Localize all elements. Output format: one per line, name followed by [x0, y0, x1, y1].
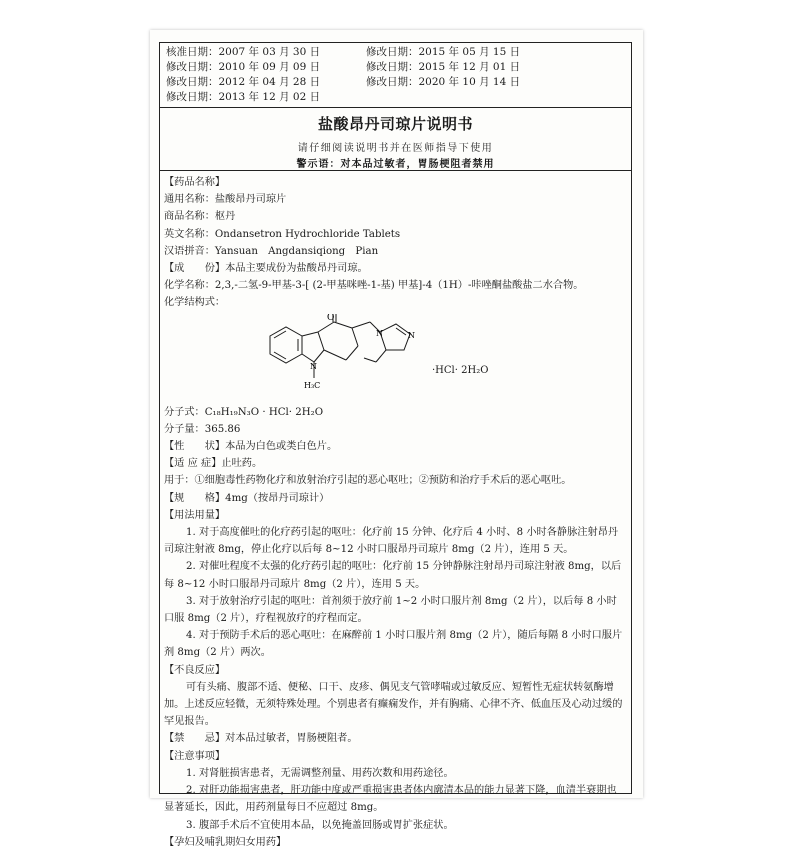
- leaflet-title: 盐酸昂丹司琼片说明书: [317, 115, 473, 133]
- nitrogen-atom: N: [376, 328, 383, 338]
- ingredients: 【成 份】本品主要成份为盐酸昂丹司琼。: [164, 263, 368, 275]
- pregnancy-heading: 【孕妇及哺乳期妇女用药】: [164, 836, 287, 848]
- date-right: 修改日期：2015 年 12 月 01 日: [366, 61, 521, 73]
- indications-heading: 【适 应 症】止吐药。: [164, 458, 263, 470]
- warning-text: 警示语：对本品过敏者，胃肠梗阻者禁用: [296, 159, 495, 170]
- leaflet-sheet: [150, 30, 643, 848]
- oxygen-atom: O: [327, 313, 335, 323]
- dosage-item: 3. 对于放射治疗引起的呕吐：首剂须于放疗前 1~2 小时口服片剂 8mg（2 片），以后每 8 小时口服 8mg（2 片），疗程视放疗的疗程而定。: [164, 595, 617, 625]
- dosage-item: 2. 对催吐程度不太强的化疗药引起的呕吐：化疗前 15 分钟静脉注射昂丹司琼注射液 8mg，以后每 8~12 小时口服昂丹司琼片 8mg（2 片），连用 5 天。: [164, 561, 622, 590]
- date-right: 修改日期：2020 年 10 月 14 日: [366, 76, 521, 88]
- date-row: [166, 90, 520, 105]
- leaflet-frame: [159, 42, 632, 848]
- chemical-name: 化学名称：2,3,-二氢-9-甲基-3-[ (2-甲基咪唑-1-基) 甲基]-4（1H）-咔唑酮盐酸盐二水合物。: [164, 280, 584, 292]
- molecular-formula: 分子式：C₁₈H₁₉N₃O · HCl· 2H₂O: [164, 406, 324, 418]
- nitrogen-atom: N: [310, 361, 317, 371]
- section-heading-drug-name: 【药品名称】: [164, 177, 226, 188]
- adverse-heading: 【不良反应】: [164, 664, 226, 676]
- date-left: 核准日期：2007 年 03 月 30 日: [166, 46, 321, 58]
- date-row: [166, 45, 520, 60]
- trade-name: 商品名称：枢丹: [164, 211, 236, 223]
- specification: 【规 格】4mg（按昂丹司琼计）: [164, 492, 330, 504]
- date-right: 修改日期：2015 年 05 月 15 日: [366, 46, 521, 58]
- structure-diagram: [248, 314, 438, 406]
- date-left: 修改日期：2012 年 04 月 28 日: [166, 76, 321, 88]
- chemical-structure: [164, 312, 625, 404]
- molecular-weight: 分子量：365.86: [164, 423, 241, 435]
- date-row: [166, 75, 520, 90]
- dosage-heading: 【用法用量】: [164, 509, 226, 521]
- indications: 用于：①细胞毒性药物化疗和放射治疗引起的恶心呕吐；②预防和治疗手术后的恶心呕吐。: [164, 475, 572, 487]
- leaflet-subtitle: 请仔细阅读说明书并在医师指导下使用: [297, 143, 494, 154]
- dosage-item: 1. 对于高度催吐的化疗药引起的呕吐：化疗前 15 分钟、化疗后 4 小时、8 小时各静脉注射昂丹司琼注射液 8mg，停止化疗以后每 8~12 小时口服昂丹司琼片 8mg（2 片），连用 5 天。: [164, 527, 619, 556]
- dosage-item: 4. 对于预防手术后的恶心呕吐：在麻醉前 1 小时口服片剂 8mg（2 片），随后每隔 8 小时口服片剂 8mg（2 片）两次。: [164, 630, 623, 659]
- adverse-reactions: 可有头痛、腹部不适、便秘、口干、皮疹、偶见支气管哮喘或过敏反应、短暂性无症状转氨酶增加。上述反应轻微，无须特殊处理。个别患者有癫痫发作，并有胸痛、心律不齐、低血压及心动过缓的罕见报告。: [164, 681, 623, 728]
- revision-dates: [166, 45, 520, 105]
- salt-formula: ·HCl· 2H₂O: [432, 364, 489, 376]
- leaflet-content: [164, 174, 625, 851]
- nitrogen-atom: N: [408, 330, 415, 340]
- english-name: 英文名称：Ondansetron Hydrochloride Tablets: [164, 228, 401, 240]
- generic-name: 通用名称：盐酸昂丹司琼片: [164, 194, 287, 206]
- date-left: 修改日期：2013 年 12 月 02 日: [166, 91, 321, 103]
- note-item: 2. 对肝功能损害患者，肝功能中度或严重损害患者体内廓清本品的能力显著下降，血清半衰期也显著延长，因此，用药剂量每日不应超过 8mg。: [164, 785, 617, 814]
- note-item: 1. 对肾脏损害患者，无需调整剂量、用药次数和用药途径。: [186, 767, 454, 779]
- structure-label: 化学结构式：: [164, 297, 226, 309]
- appearance: 【性 状】本品为白色或类白色片。: [164, 441, 338, 453]
- divider: [160, 170, 631, 171]
- methyl-label: H₃C: [304, 380, 321, 390]
- notes-heading: 【注意事项】: [164, 750, 226, 762]
- pinyin-name: 汉语拼音：Yansuan Angdansiqiong Pian: [164, 245, 379, 257]
- note-item: 3. 腹部手术后不宜使用本品，以免掩盖回肠或胃扩张症状。: [186, 819, 454, 831]
- contraindications: 【禁 忌】对本品过敏者，胃肠梗阻者。: [164, 733, 358, 745]
- date-row: [166, 60, 520, 75]
- divider: [160, 107, 631, 108]
- date-left: 修改日期：2010 年 09 月 09 日: [166, 61, 321, 73]
